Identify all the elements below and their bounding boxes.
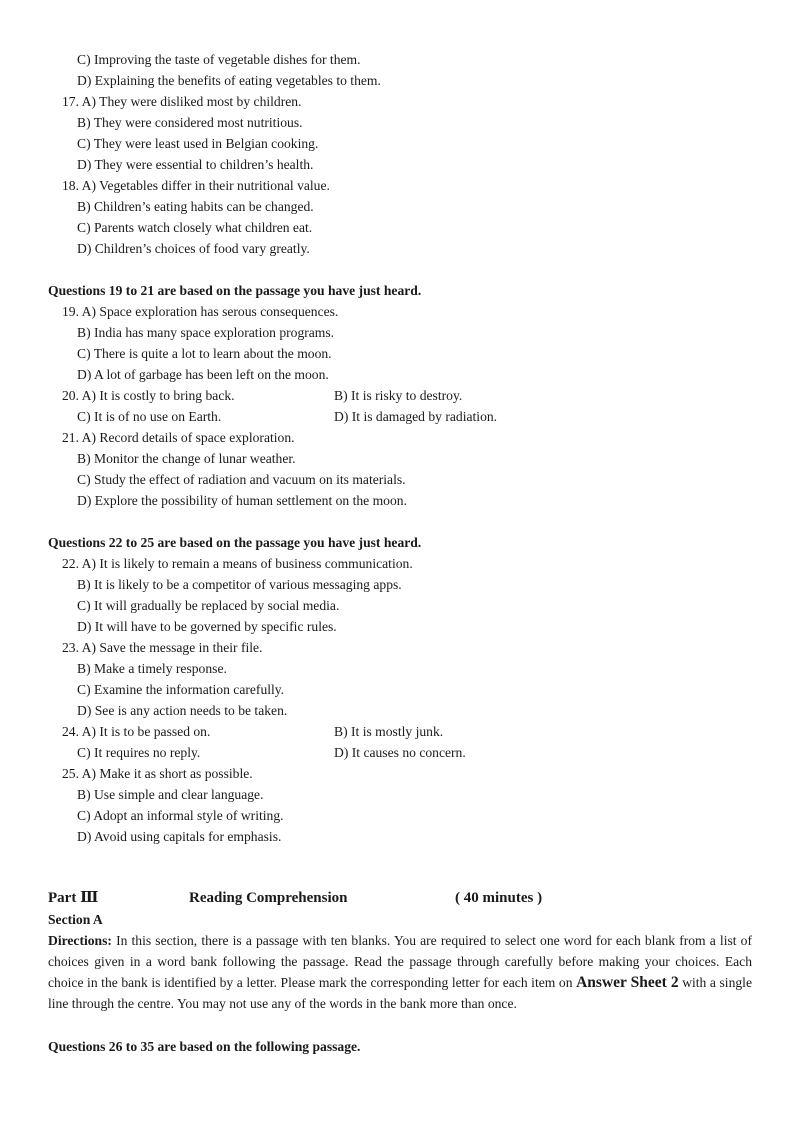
q19-option-b: B) India has many space exploration programs. xyxy=(77,325,335,340)
directions-label: Directions: xyxy=(48,933,112,948)
q21-option-d: D) Explore the possibility of human settlement on the moon. xyxy=(77,493,407,508)
q20-option-a: 20. A) It is costly to bring back. xyxy=(62,388,235,403)
q23-option-b: B) Make a timely response. xyxy=(77,661,227,676)
q24-option-c: C) It requires no reply. xyxy=(77,745,201,760)
q23-option-c: C) Examine the information carefully. xyxy=(77,682,285,697)
directions-paragraph xyxy=(48,930,752,1014)
q19-option-a: 19. A) Space exploration has serous consequences. xyxy=(62,304,339,319)
section-heading-22-25: Questions 22 to 25 are based on the passage you have just heard. xyxy=(48,535,422,550)
q17-option-d: D) They were essential to children’s health. xyxy=(77,157,314,172)
q22-option-c: C) It will gradually be replaced by social media. xyxy=(77,598,340,613)
q19-option-c: C) There is quite a lot to learn about the moon. xyxy=(77,346,332,361)
part-title: Reading Comprehension xyxy=(189,890,348,906)
q17-option-b: B) They were considered most nutritious. xyxy=(77,115,303,130)
q20-option-b: B) It is risky to destroy. xyxy=(334,388,463,403)
q18-option-b: B) Children’s eating habits can be changed. xyxy=(77,199,314,214)
q20-option-c: C) It is of no use on Earth. xyxy=(77,409,222,424)
q16-option-d: D) Explaining the benefits of eating vegetables to them. xyxy=(77,73,381,88)
part-time: ( 40 minutes ) xyxy=(455,890,543,906)
q23-option-a: 23. A) Save the message in their file. xyxy=(62,640,263,655)
q25-option-d: D) Avoid using capitals for emphasis. xyxy=(77,829,282,844)
q22-option-b: B) It is likely to be a competitor of various messaging apps. xyxy=(77,577,402,592)
q21-option-b: B) Monitor the change of lunar weather. xyxy=(77,451,296,466)
answer-sheet-label: Answer Sheet 2 xyxy=(576,974,679,991)
q24-option-d: D) It causes no concern. xyxy=(334,745,466,760)
q18-option-a: 18. A) Vegetables differ in their nutritional value. xyxy=(62,178,330,193)
q17-option-a: 17. A) They were disliked most by children. xyxy=(62,94,302,109)
directions-text-2: with a single line through the centre. You may not use any of the words in the bank more than once. xyxy=(48,975,752,1011)
q24-option-a: 24. A) It is to be passed on. xyxy=(62,724,211,739)
q22-option-d: D) It will have to be governed by specific rules. xyxy=(77,619,337,634)
q25-option-c: C) Adopt an informal style of writing. xyxy=(77,808,284,823)
q18-option-c: C) Parents watch closely what children eat. xyxy=(77,220,313,235)
section-heading-19-21: Questions 19 to 21 are based on the passage you have just heard. xyxy=(48,283,422,298)
q19-option-d: D) A lot of garbage has been left on the moon. xyxy=(77,367,329,382)
q21-option-c: C) Study the effect of radiation and vacuum on its materials. xyxy=(77,472,406,487)
q21-option-a: 21. A) Record details of space exploration. xyxy=(62,430,295,445)
q22-option-a: 22. A) It is likely to remain a means of business communication. xyxy=(62,556,413,571)
section-label: Section A xyxy=(48,912,103,927)
q25-option-a: 25. A) Make it as short as possible. xyxy=(62,766,253,781)
part-label: Part Ⅲ xyxy=(48,890,99,906)
section-heading-26-35: Questions 26 to 35 are based on the following passage. xyxy=(48,1039,361,1054)
q25-option-b: B) Use simple and clear language. xyxy=(77,787,264,802)
q17-option-c: C) They were least used in Belgian cooking. xyxy=(77,136,319,151)
q23-option-d: D) See is any action needs to be taken. xyxy=(77,703,288,718)
q18-option-d: D) Children’s choices of food vary greatly. xyxy=(77,241,310,256)
directions-text-1: In this section, there is a passage with ten blanks. You are required to select one word for each blank from a list of choices given in a word bank following the passage. Read the passage through carefully before making your choices. Each choice in the bank is identified by a letter. Please mark the corresponding letter for each item on xyxy=(48,933,752,990)
q16-option-c: C) Improving the taste of vegetable dishes for them. xyxy=(77,52,361,67)
q24-option-b: B) It is mostly junk. xyxy=(334,724,444,739)
q20-option-d: D) It is damaged by radiation. xyxy=(334,409,498,424)
